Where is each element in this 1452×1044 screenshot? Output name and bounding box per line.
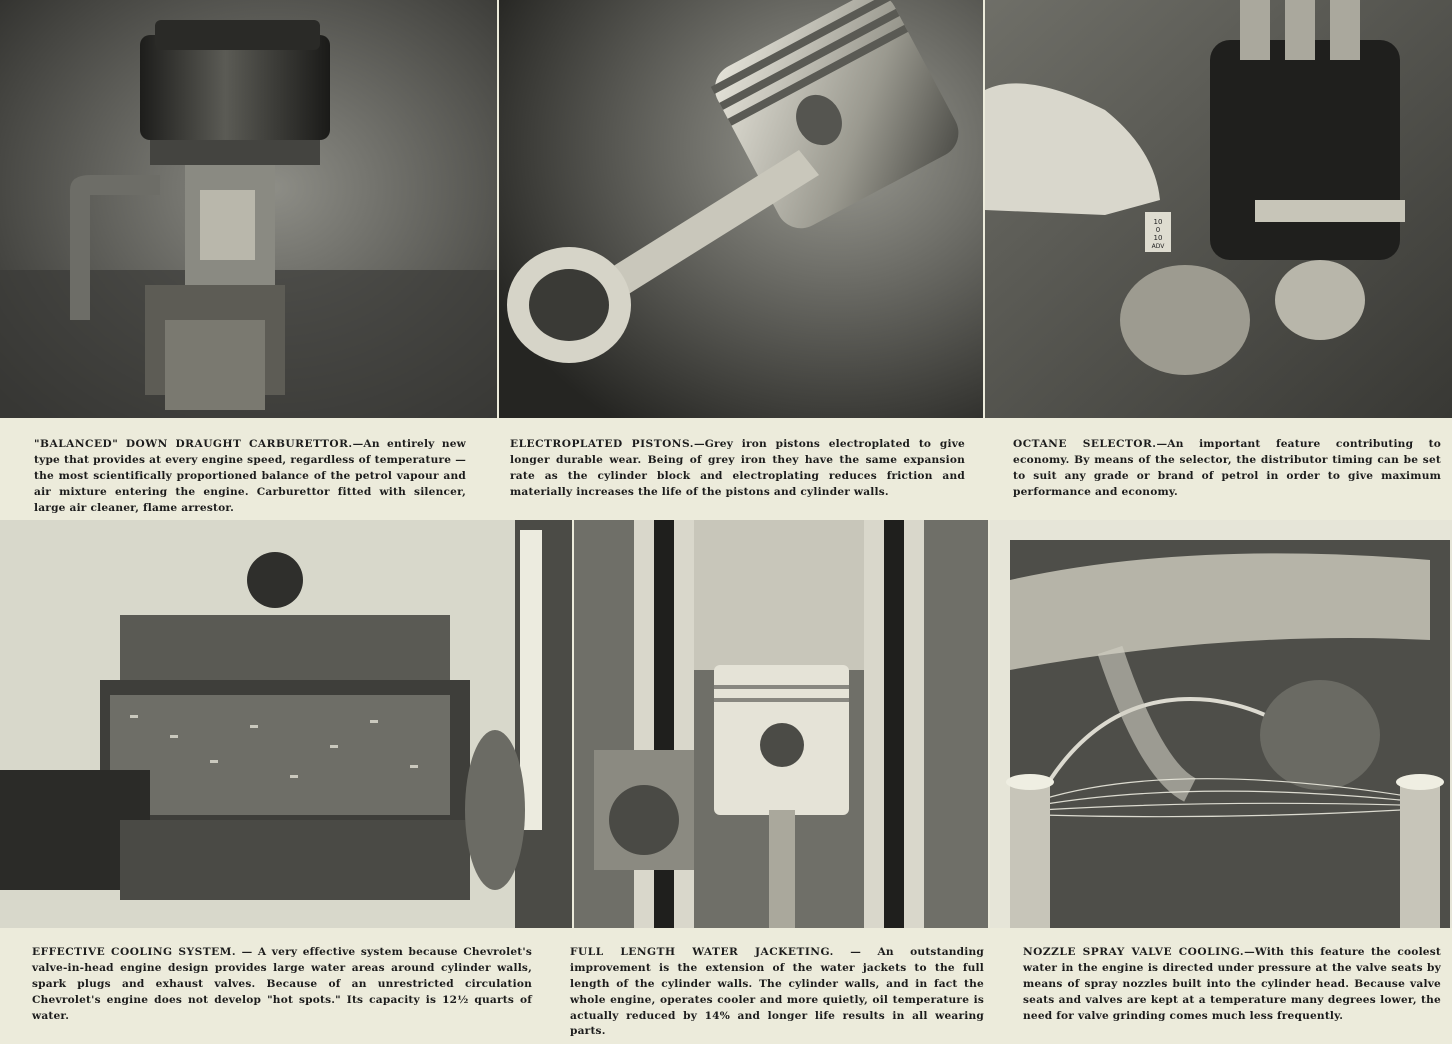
caption-text: —An entirely new type that provides at every engine speed, regardless of temperature — the most scientifically proportioned balance of the petrol vapour and air mixture entering the engine. Carburettor fitted with silencer, large air cleaner, flame arrestor. bbox=[34, 438, 466, 514]
caption-heading: OCTANE SELECTOR. bbox=[1013, 438, 1157, 450]
caption-heading: FULL LENGTH WATER JACKETING. bbox=[570, 946, 834, 958]
caption-heading: ELECTROPLATED PISTONS. bbox=[510, 438, 694, 450]
caption-text: —With this feature the coolest water in the engine is directed under pressure at the valve seats by means of spray nozzles built into the cylinder head. Because valve seats and valves are kept at a temperature many degrees lower, the need for valve grinding comes much less frequently. bbox=[1023, 946, 1441, 1022]
carburettor-caption bbox=[34, 437, 466, 516]
caption-heading: "BALANCED" DOWN DRAUGHT CARBURETTOR. bbox=[34, 438, 353, 450]
caption-heading: EFFECTIVE COOLING SYSTEM. bbox=[32, 946, 237, 958]
dial-mark-10a: 10 bbox=[1153, 218, 1163, 226]
carburettor-photo bbox=[0, 0, 497, 418]
caption-text: —Grey iron pistons electroplated to give longer durable wear. Being of grey iron they have the same expansion rate as the cylinder block and electroplating reduces friction and materially increases the life of the pistons and cylinder walls. bbox=[510, 438, 965, 498]
water-jacketing-photo bbox=[574, 520, 988, 928]
dial-mark-0: 0 bbox=[1155, 226, 1161, 234]
pistons-caption bbox=[510, 437, 965, 501]
dial-mark-10b: 10 bbox=[1153, 234, 1163, 242]
dial-mark-adv: ADV bbox=[1151, 243, 1165, 250]
piston-photo bbox=[499, 0, 983, 418]
caption-text: —An important feature contributing to economy. By means of the selector, the distributor timing can be set to suit any grade or brand of petrol in order to give maximum performance and economy. bbox=[1013, 438, 1442, 498]
nozzle-spray-photo bbox=[990, 520, 1452, 928]
caption-text: — A very effective system because Chevrolet's valve-in-head engine design provides large water areas around cylinder walls, spark plugs and exhaust valves. Because of an unrestricted circulation Chevrolet's engine does not develop "hot spots." Its capacity is 12½ quarts of water. bbox=[32, 946, 532, 1022]
caption-heading: NOZZLE SPRAY VALVE COOLING. bbox=[1023, 946, 1245, 958]
cooling-system-photo bbox=[0, 520, 572, 928]
octane-selector-photo bbox=[985, 0, 1452, 418]
cooling-caption bbox=[32, 945, 532, 1024]
nozzle-caption bbox=[1023, 945, 1441, 1024]
octane-caption bbox=[1013, 437, 1441, 501]
jacketing-caption bbox=[570, 945, 984, 1040]
caption-text: — An outstanding improvement is the extension of the water jackets to the full length of the cylinder walls. The cylinder walls, and in fact the whole engine, operates cooler and more quietly, oil temperature is actually reduced by 14% and longer life results in all wearing parts. bbox=[570, 946, 984, 1038]
